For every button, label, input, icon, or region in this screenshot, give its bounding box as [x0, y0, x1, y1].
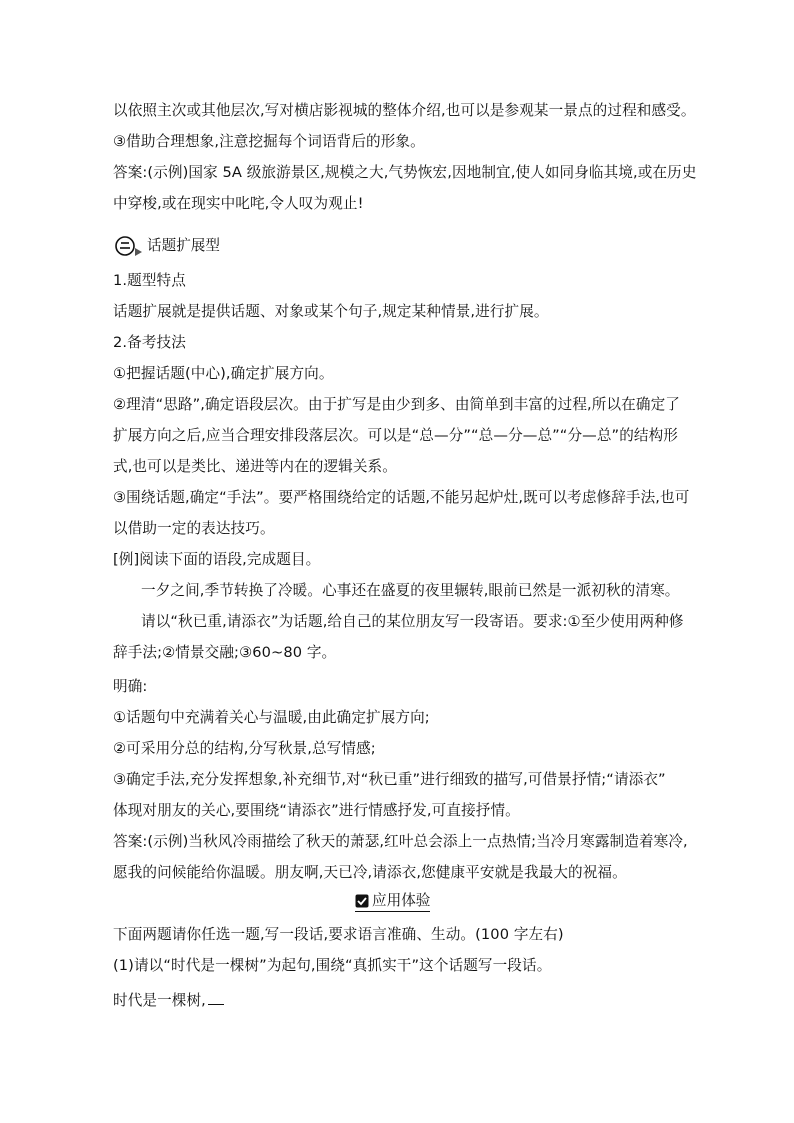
text-line: ①话题句中充满着关心与温暖,由此确定扩展方向;	[113, 709, 430, 726]
text-line: ③围绕话题,确定“手法”。要严格围绕给定的话题,不能另起炉灶,既可以考虑修辞手法,也可	[113, 489, 690, 506]
answer-prompt-text: 时代是一棵树,	[113, 992, 206, 1009]
answer-line: 愿我的问候能给你温暖。朋友啊,天已冷,请添衣,您健康平安就是我最大的祝福。	[113, 864, 627, 881]
text-line: ③确定手法,充分发挥想象,补充细节,对“秋已重”进行细致的描写,可借景抒情;“请添衣”	[113, 771, 666, 788]
section-heading	[115, 235, 220, 257]
answer-line: 中穿梭,或在现实中叱咤,令人叹为观止!	[113, 195, 364, 212]
answer-line: 答案:(示例)当秋风冷雨描绘了秋天的萧瑟,红叶总会添上一点热情;当冷月寒露制造着寒冷,	[113, 833, 688, 850]
text-line: ②理清“思路”,确定语段层次。由于扩写是由少到多、由简单到丰富的过程,所以在确定了	[113, 396, 680, 413]
text-line: 扩展方向之后,应当合理安排段落层次。可以是“总—分”“总—分—总”“分—总”的结构形	[113, 427, 678, 444]
question-line: 请以“秋已重,请添衣”为话题,给自己的某位朋友写一段寄语。要求:①至少使用两种修	[141, 613, 684, 630]
practice-title: 应用体验	[372, 892, 431, 909]
subheading: 2.备考技法	[113, 334, 186, 351]
section-title: 话题扩展型	[147, 237, 220, 254]
text-line: 以依照主次或其他层次,写对横店影视城的整体介绍,也可以是参观某一景点的过程和感受。	[113, 102, 696, 119]
circled-two-arrow-icon	[115, 235, 143, 257]
text-line: 以借助一定的表达技巧。	[113, 520, 275, 537]
question-line: (1)请以“时代是一棵树”为起句,围绕“真抓实干”这个话题写一段话。	[113, 957, 552, 974]
answer-blank[interactable]	[208, 990, 224, 1005]
text-line: 话题扩展就是提供话题、对象或某个句子,规定某种情景,进行扩展。	[113, 303, 549, 320]
text-line: 式,也可以是类比、递进等内在的逻辑关系。	[113, 458, 397, 475]
text-line: [例]阅读下面的语段,完成题目。	[113, 551, 321, 568]
text-line: 下面两题请你任选一题,写一段话,要求语言准确、生动。(100 字左右)	[113, 926, 564, 943]
checkbox-icon	[355, 894, 369, 908]
practice-heading	[355, 892, 430, 912]
answer-line: 答案:(示例)国家 5A 级旅游景区,规模之大,气势恢宏,因地制宜,使人如同身临其境,或在历史	[113, 164, 697, 181]
text-line: 体现对朋友的关心,要围绕“请添衣”进行情感抒发,可直接抒情。	[113, 802, 520, 819]
text-line: ②可采用分总的结构,分写秋景,总写情感;	[113, 740, 376, 757]
quoted-passage: 一夕之间,季节转换了冷暖。心事还在盛夏的夜里辗转,眼前已然是一派初秋的清寒。	[141, 582, 680, 599]
question-line: 辞手法;②情景交融;③60~80 字。	[113, 644, 337, 661]
text-line: ①把握话题(中心),确定扩展方向。	[113, 365, 334, 382]
answer-prompt	[113, 990, 224, 1011]
subheading: 1.题型特点	[113, 272, 186, 289]
text-line: ③借助合理想象,注意挖掘每个词语背后的形象。	[113, 133, 425, 150]
text-line: 明确:	[113, 678, 148, 695]
